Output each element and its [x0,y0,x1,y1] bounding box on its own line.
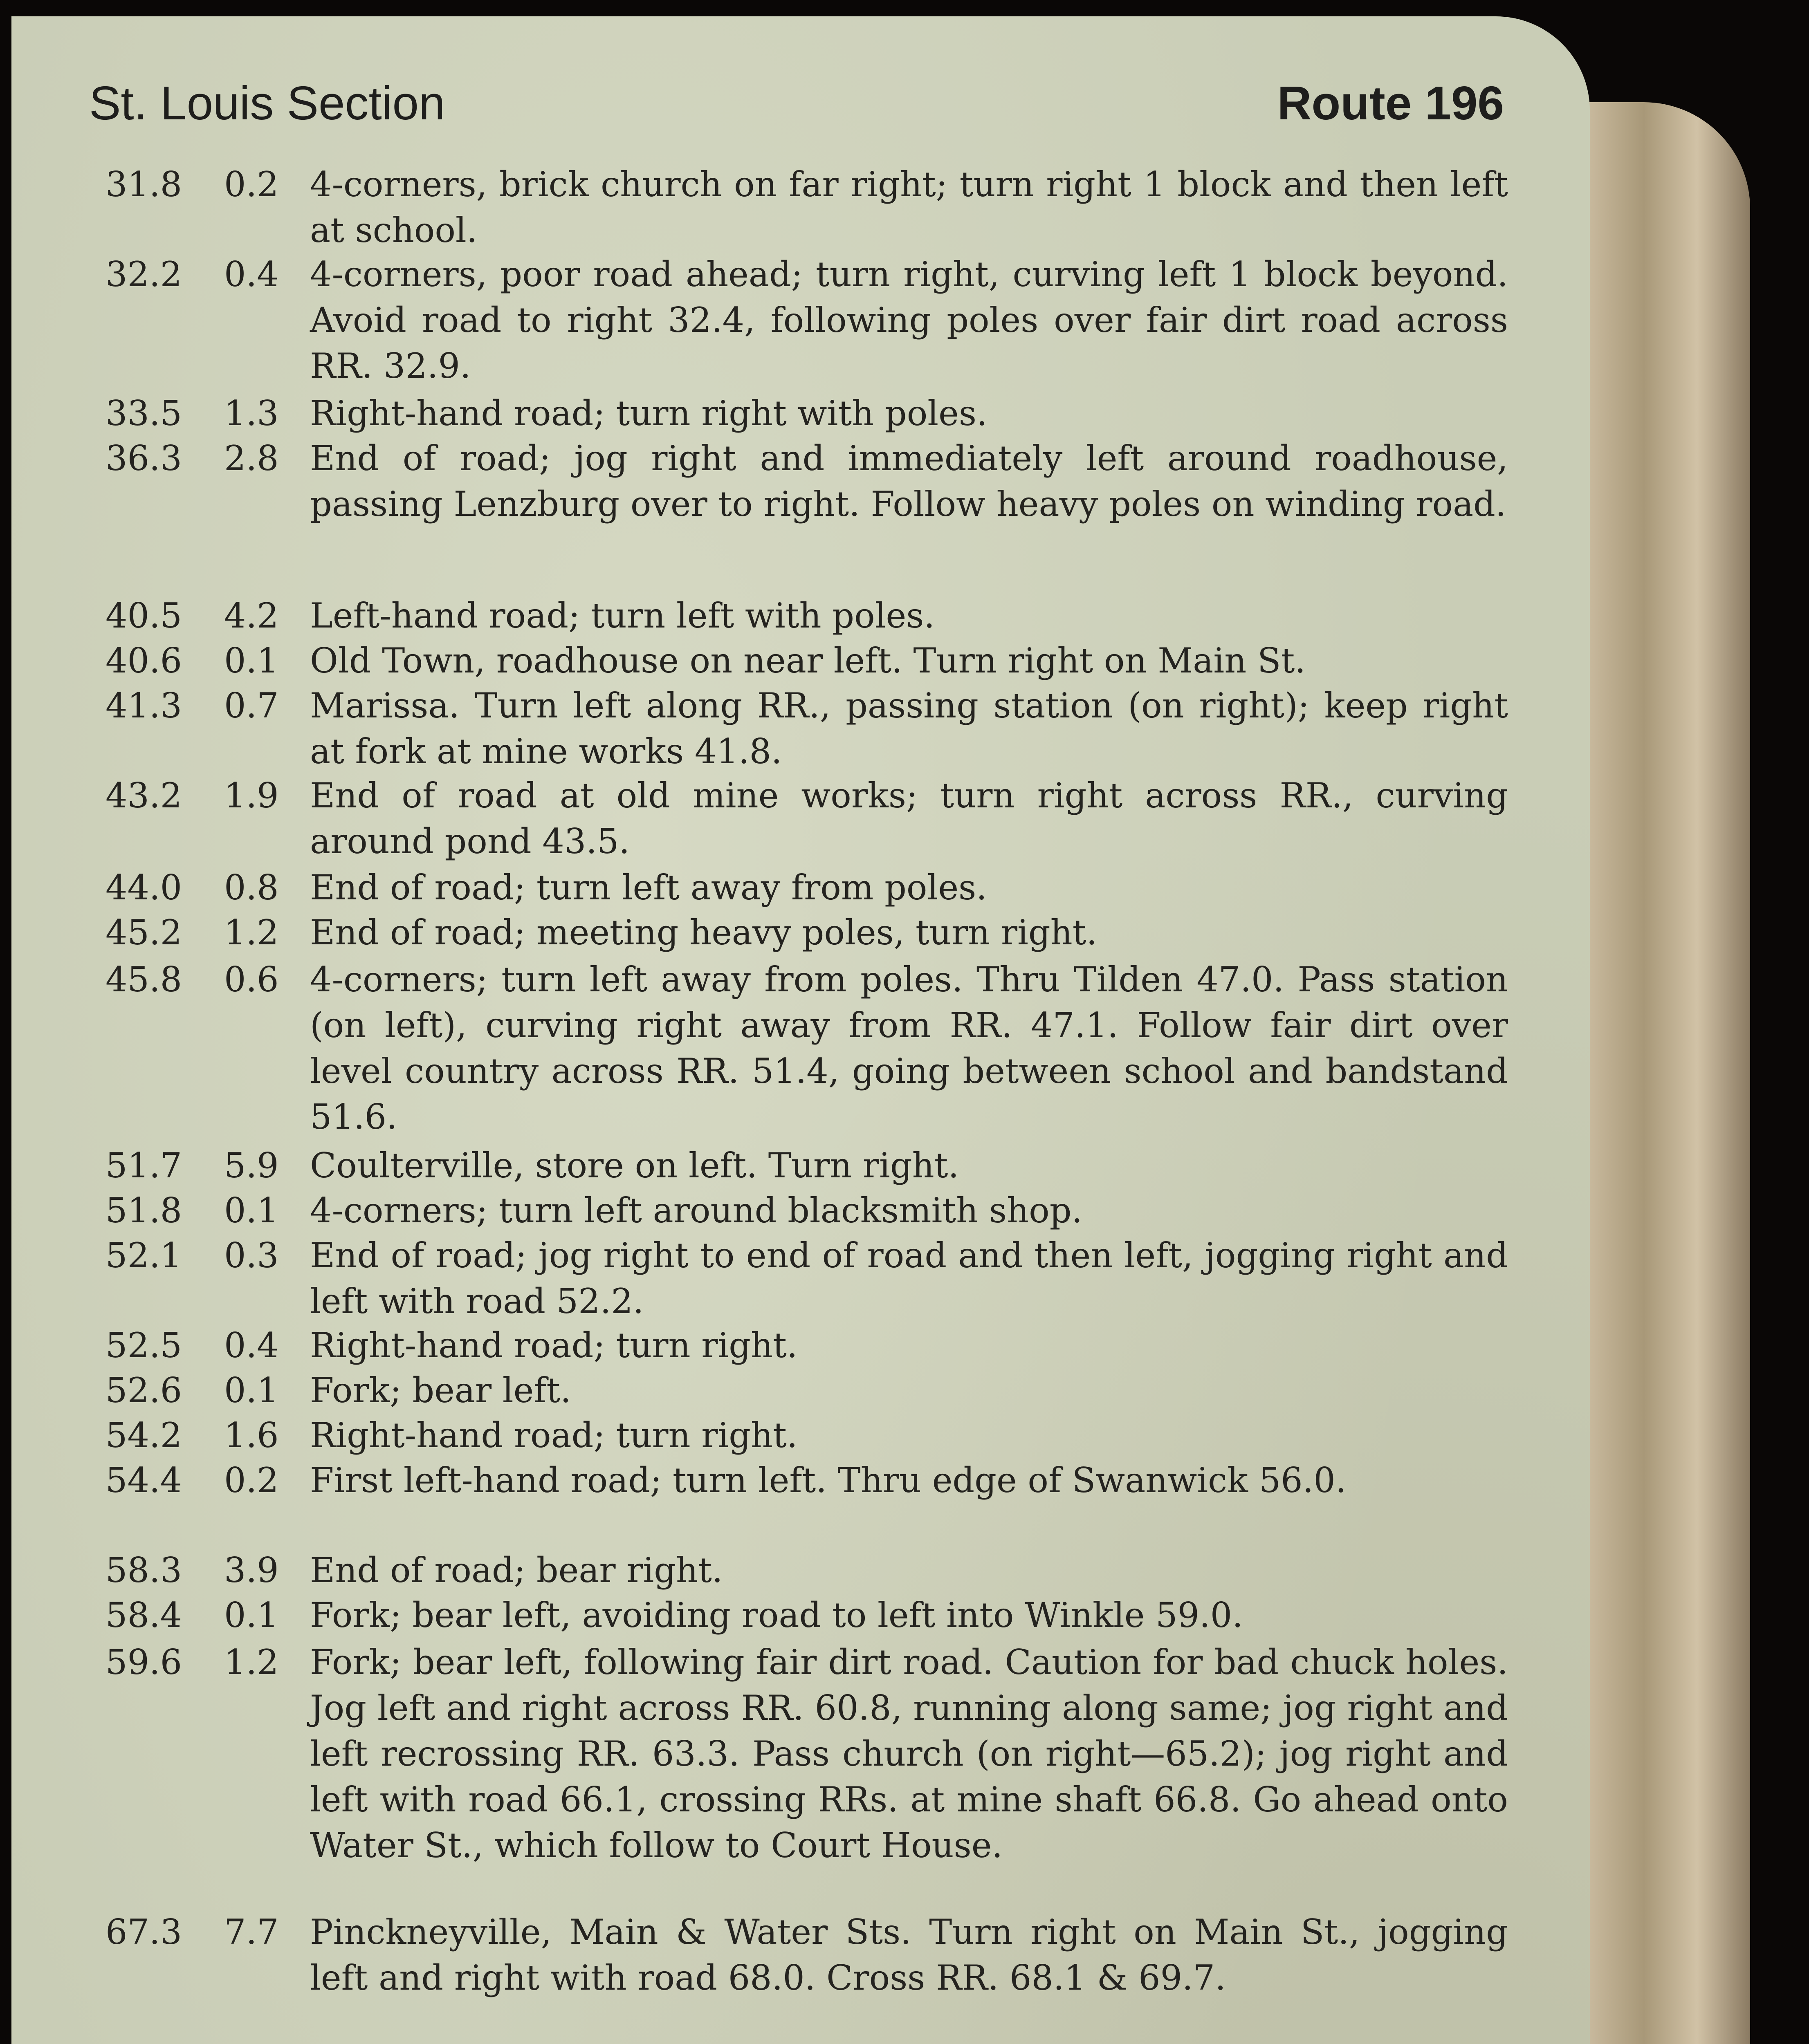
cumulative-mileage: 54.4 [105,1460,182,1500]
cumulative-mileage: 33.5 [105,393,182,433]
segment-mileage: 3.9 [224,1550,279,1590]
cumulative-mileage: 31.8 [105,164,182,204]
segment-mileage: 1.2 [224,912,279,953]
cumulative-mileage: 41.3 [105,686,182,726]
direction-text: Fork; bear left, avoiding road to left into Winkle 59.0. [310,1595,1243,1635]
section-title: St. Louis Section [89,76,445,130]
direction-text: End of road; jog right and immediately left around roadhouse, passing Lenzburg over to right. Follow heavy poles on winding road. [310,438,1508,524]
cumulative-mileage: 40.5 [105,596,182,636]
direction-text: 4-corners; turn left away from poles. Thru Tilden 47.0. Pass station (on left), curving right away from RR. 47.1. Follow fair dirt over level country across RR. 51.4, going between school and bandstand 51.6. [310,959,1508,1137]
segment-mileage: 1.3 [224,393,279,433]
cumulative-mileage: 58.3 [105,1550,182,1590]
segment-mileage: 0.1 [224,1595,279,1635]
direction-text: Fork; bear left, following fair dirt road. Caution for bad chuck holes. Jog left and right across RR. 60.8, running along same; jog right and left recrossing RR. 63.3. Pass church (on right—65.2); jog right and left with road 66.1, crossing RRs. at mine shaft 66.8. Go ahead onto Water St., which follow to Court House. [310,1642,1508,1865]
cumulative-mileage: 51.8 [105,1190,182,1230]
direction-text: First left-hand road; turn left. Thru edge of Swanwick 56.0. [310,1460,1347,1500]
segment-mileage: 2.8 [224,438,279,478]
cumulative-mileage: 36.3 [105,438,182,478]
cumulative-mileage: 43.2 [105,775,182,816]
segment-mileage: 0.6 [224,959,279,1000]
cumulative-mileage: 45.2 [105,912,182,953]
book-page [11,16,1590,2044]
segment-mileage: 0.4 [224,254,279,294]
cumulative-mileage: 58.4 [105,1595,182,1635]
direction-text: End of road at old mine works; turn right across RR., curving around pond 43.5. [310,775,1508,861]
direction-text: 4-corners, poor road ahead; turn right, curving left 1 block beyond. Avoid road to right 32.4, following poles over fair dirt road across RR. 32.9. [310,254,1508,386]
cumulative-mileage: 54.2 [105,1415,182,1455]
segment-mileage: 4.2 [224,596,279,636]
direction-text: Pinckneyville, Main & Water Sts. Turn right on Main St., jogging left and right with road 68.0. Cross RR. 68.1 & 69.7. [310,1912,1508,1998]
direction-text: Left-hand road; turn left with poles. [310,596,935,636]
cumulative-mileage: 67.3 [105,1912,182,1952]
direction-text: Right-hand road; turn right with poles. [310,393,988,433]
direction-text: Fork; bear left. [310,1370,571,1410]
segment-mileage: 1.2 [224,1642,279,1682]
route-title: Route 196 [1277,76,1504,130]
direction-text: 4-corners; turn left around blacksmith shop. [310,1190,1083,1230]
segment-mileage: 0.3 [224,1235,279,1275]
segment-mileage: 0.7 [224,686,279,726]
direction-text: End of road; turn left away from poles. [310,867,987,908]
direction-text: End of road; bear right. [310,1550,723,1590]
segment-mileage: 0.1 [224,1190,279,1230]
cumulative-mileage: 45.8 [105,959,182,1000]
segment-mileage: 5.9 [224,1145,279,1186]
direction-text: End of road; meeting heavy poles, turn right. [310,912,1098,953]
cumulative-mileage: 32.2 [105,254,182,294]
cumulative-mileage: 52.6 [105,1370,182,1410]
direction-text: Marissa. Turn left along RR., passing station (on right); keep right at fork at mine works 41.8. [310,686,1508,771]
cumulative-mileage: 44.0 [105,867,182,908]
cumulative-mileage: 52.5 [105,1325,182,1365]
page-header [89,76,1504,145]
direction-text: Old Town, roadhouse on near left. Turn right on Main St. [310,641,1306,681]
direction-text: Right-hand road; turn right. [310,1325,798,1365]
segment-mileage: 0.1 [224,1370,279,1410]
segment-mileage: 0.1 [224,641,279,681]
direction-text: Right-hand road; turn right. [310,1415,798,1455]
segment-mileage: 0.8 [224,867,279,908]
segment-mileage: 0.2 [224,1460,279,1500]
direction-text: End of road; jog right to end of road and then left, jogging right and left with road 52.2. [310,1235,1508,1321]
segment-mileage: 1.6 [224,1415,279,1455]
direction-text: Coulterville, store on left. Turn right. [310,1145,959,1186]
cumulative-mileage: 40.6 [105,641,182,681]
cumulative-mileage: 52.1 [105,1235,182,1275]
segment-mileage: 0.4 [224,1325,279,1365]
cumulative-mileage: 51.7 [105,1145,182,1186]
cumulative-mileage: 59.6 [105,1642,182,1682]
segment-mileage: 0.2 [224,164,279,204]
segment-mileage: 1.9 [224,775,279,816]
segment-mileage: 7.7 [224,1912,279,1952]
direction-text: 4-corners, brick church on far right; turn right 1 block and then left at school. [310,164,1508,250]
